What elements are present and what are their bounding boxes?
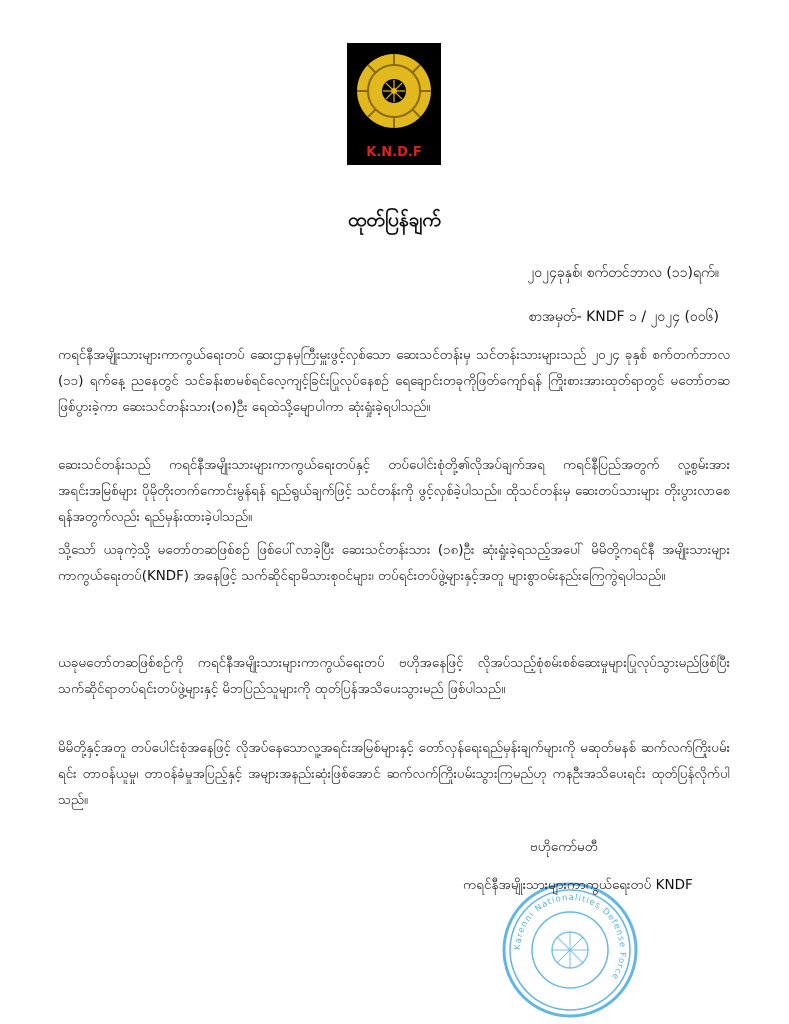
paragraph: ကရင်နီအမျိုးသားများကာကွယ်ရေးတပ် ဆေးဌာနမှကြီးမှူးဖွင့်လှစ်သော ဆေးသင်တန်းမှ သင်တန်းသားများသည် ၂၀၂၄ ခုနှစ် စက်တက်ဘာလ (၁၁) ရက်နေ့ ညနေတွင် သင်ခန်းစာမစ်ရင်လေ့ကျင့်ခြင်းပြုလုပ်နေစဉ် ရေချောင်းတခုကိုဖြတ်ကျော်ရန် ကြိုးစားအားထုတ်ရာတွင် မတော်တဆဖြစ်ပွားခဲ့ကာ ဆေးသင်တန်းသား(၁၈)ဦး ရေထဲသို့မျောပါကာ ဆုံးရှုံးခဲ့ရပါသည်။	[58, 348, 730, 415]
paragraph: သို့သော် ယခုကဲ့သို့ မတော်တဆဖြစ်စဉ် ဖြစ်ပေါ်လာခဲ့ပြီး ဆေးသင်တန်းသား (၁၈)ဦး ဆုံးရှုံးခဲ့ရသည့်အပေါ် မိမိတို့ကရင်နီ အမျိုးသားများကာကွယ်ရေးတပ်(KNDF) အနေဖြင့် သက်ဆိုင်ရာမိသားစုဝင်များ၊ တပ်ရင်းတပ်ဖွဲ့များနှင့်အတူ များစွာဝမ်းနည်းကြေကွဲရပါသည်။	[58, 543, 730, 584]
page-title: ထုတ်ပြန်ချက်	[347, 209, 441, 231]
document-date: ၂၀၂၄ခုနှစ်၊ စက်တင်ဘာလ (၁၁)ရက်။	[527, 265, 719, 281]
paragraph: ဆေးသင်တန်းသည် ကရင်နီအမျိုးသားများကာကွယ်ရေးတပ်နှင့် တပ်ပေါင်းစုံတို့၏လိုအပ်ချက်အရ ကရင်နီပြည်အတွက် လူ့စွမ်းအားအရင်းအမြစ်များ ပိုမိုတိုးတက်ကောင်းမွန်ရန် ရည်ရွယ်ချက်ဖြင့် သင်တန်းကို ဖွင့်လှစ်ခဲ့ပါသည်။ ထိုသင်တန်းမှ ဆေးတပ်သားများ တိုးပွားလာစေရန်အတွက်လည်း ရည်မှန်းထားခဲ့ပါသည်။	[58, 458, 730, 525]
kndf-logo	[347, 43, 441, 165]
reference-number: စာအမှတ်- KNDF ၁ / ၂၀၂၄ (၀၀၆)	[528, 309, 719, 325]
paragraph: မိမိတို့နှင့်အတူ တပ်ပေါင်းစုံအနေဖြင့် လိုအပ်နေသောလူ့အရင်းအမြစ်များနှင့် တော်လှန်ရေးရည်မှန်းချက်များကို မဆုတ်မနစ် ဆက်လက်ကြိုးပမ်းရင်း တာဝန်ယူမှု၊ တာဝန်ခံမှုအပြည့်နှင့် အများအနည်းဆုံးဖြစ်အောင် ဆက်လက်ကြိုးပမ်းသွားကြမည်ဟု ကနဦးအသိပေးရင်း ထုတ်ပြန်လိုက်ပါသည်။	[58, 741, 730, 808]
signatory-organization: ကရင်နီအမျိုးသားများကာကွယ်ရေးတပ် KNDF	[463, 877, 693, 893]
logo-text: K.N.D.F	[366, 145, 422, 160]
official-seal	[500, 880, 640, 1020]
signatory-committee: ဗဟိုကော်မတီ	[530, 839, 598, 855]
seal-text: Karenni Nationalities Defense Force	[512, 892, 628, 982]
paragraph: ယခုမတော်တဆဖြစ်စဉ်ကို ကရင်နီအမျိုးသားများကာကွယ်ရေးတပ် ဗဟိုအနေဖြင့် လိုအပ်သည့်စုံစမ်းစစ်ဆေးမှုများပြုလုပ်သွားမည်ဖြစ်ပြီး သက်ဆိုင်ရာတပ်ရင်းတပ်ဖွဲ့များနှင့် မိဘပြည်သူများကို ထုတ်ပြန်အသိပေးသွားမည် ဖြစ်ပါသည်။	[58, 656, 730, 697]
